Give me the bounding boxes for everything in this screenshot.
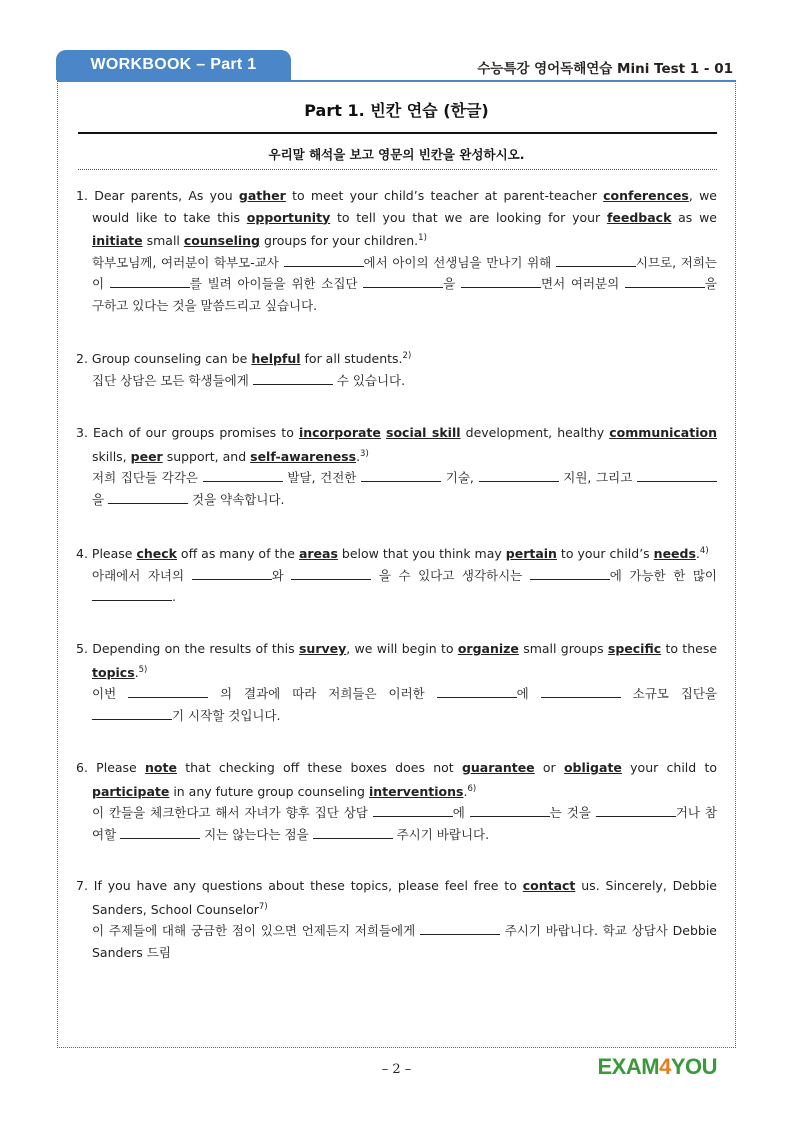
answer-blank[interactable] [92, 588, 172, 601]
answer-blank[interactable] [363, 275, 443, 288]
keyword: initiate [92, 233, 143, 249]
english-sentence: 3. Each of our groups promises to incorporate social skill development, healthy communication skills, peer support, and self-awareness.$^{3)}$ [76, 425, 717, 464]
english-sentence: 5. Depending on the results of this survey, we will begin to organize small groups specific to these topics.$^{5)}$ [76, 641, 718, 680]
answer-blank[interactable] [437, 685, 517, 698]
answer-blank[interactable] [128, 685, 208, 698]
english-sentence: 1. Dear parents, As you gather to meet your child’s teacher at parent-teacher conferences, we would like to take this opportunity to tell you that we are looking for your feedback as we initiate small counseling groups for your children.$^{1)}$ [76, 188, 717, 249]
korean-translation: 저희 집단들 각각은 발달, 건전한 기술, 지원, 그리고 을 것을 약속합니다. [76, 467, 717, 510]
exam4you-logo: EXAM4YOU [597, 1054, 717, 1079]
answer-blank[interactable] [470, 804, 550, 817]
answer-blank[interactable] [625, 275, 705, 288]
korean-translation: 이번 의 결과에 따라 저희들은 이러한 에 소규모 집단을 기 시작할 것입니다. [92, 686, 718, 723]
keyword: opportunity [246, 209, 331, 225]
keyword: counseling [183, 233, 261, 249]
footnote-ref: 3) [360, 448, 369, 459]
answer-blank[interactable] [110, 275, 190, 288]
instruction: 우리말 해석을 보고 영문의 빈칸을 완성하시오. [268, 147, 525, 162]
korean-translation: 아래에서 자녀의 와 을 수 있다고 생각하시는 에 가능한 한 많이 . [92, 567, 717, 605]
korean-translation: 이 주제들에 대해 궁금한 점이 있으면 언제든지 저희들에게 주시기 바랍니다. 학교 상담사 Debbie Sanders 드림 [92, 923, 717, 960]
keyword: communication [609, 425, 717, 440]
english-sentence: 7. If you have any questions about these topics, please feel free to contact us. Sincerely, Debbie Sanders, School Counselor$^{7)}$ [76, 878, 718, 917]
keyword: feedback [606, 209, 672, 225]
divider-dotted [78, 169, 717, 170]
divider [78, 132, 717, 134]
keyword: gather [238, 188, 286, 203]
question-5 [76, 638, 717, 726]
answer-blank[interactable] [291, 567, 371, 580]
keyword: guarantee [461, 760, 535, 775]
footnote-ref: 2) [402, 351, 412, 361]
answer-blank[interactable] [556, 254, 636, 267]
header-title: 수능특강 영어독해연습 Mini Test 1 - 01 [477, 61, 733, 77]
keyword: check [136, 546, 177, 562]
footnote-ref: 4) [699, 546, 709, 556]
question-7 [76, 875, 717, 963]
keyword: areas [298, 546, 338, 562]
answer-blank[interactable] [596, 804, 676, 817]
answer-blank[interactable] [420, 922, 500, 935]
answer-blank[interactable] [192, 567, 272, 580]
answer-blank[interactable] [637, 469, 717, 482]
keyword: participate [92, 783, 170, 799]
question-2 [76, 346, 717, 391]
keyword: interventions [368, 783, 464, 799]
korean-translation: 학부모님께, 여러분이 학부모-교사 에서 아이의 선생님을 만나기 위해 시므로, 저희는 이 를 빌려 아이들을 위한 소집단 을 면서 여러분의 을 구하고 있다는 것을 말씀드리고 싶습니다. [92, 254, 717, 313]
footnote-ref: 7) [258, 901, 268, 912]
answer-blank[interactable] [284, 254, 364, 267]
answer-blank[interactable] [373, 804, 453, 817]
part-title: Part 1. 빈칸 연습 (한글) [304, 101, 489, 120]
answer-blank[interactable] [120, 826, 200, 839]
english-sentence: 4. Please check off as many of the areas below that you think may pertain to your child’s needs.$^{4)}$ [76, 546, 709, 562]
answer-blank[interactable] [461, 275, 541, 288]
answer-blank[interactable] [253, 372, 333, 385]
answer-blank[interactable] [541, 685, 621, 698]
page-number: – 2 – [381, 1062, 412, 1077]
footnote-ref: 1) [418, 233, 427, 243]
keyword: note [145, 760, 177, 775]
answer-blank[interactable] [530, 567, 610, 580]
footnote-ref: 5) [138, 664, 148, 675]
keyword: conferences [603, 188, 689, 203]
english-sentence: 2. Group counseling can be helpful for all students.$^{2)}$ [76, 351, 412, 367]
keyword: contact [522, 878, 576, 893]
keyword: survey [298, 641, 347, 656]
korean-translation: 집단 상담은 모든 학생들에게 수 있습니다. [92, 372, 406, 388]
workbook-tab: WORKBOOK – Part 1 [56, 50, 291, 80]
keyword: obligate [563, 760, 622, 775]
keyword: needs [653, 546, 696, 562]
answer-blank[interactable] [92, 707, 172, 720]
answer-blank[interactable] [479, 469, 559, 482]
keyword: social skill [386, 425, 461, 440]
question-1 [76, 185, 717, 316]
keyword: topics [92, 664, 135, 680]
korean-translation: 이 칸들을 체크한다고 해서 자녀가 향후 집단 상담 에 는 것을 거나 참여할 지는 않는다는 점을 주시기 바랍니다. [92, 805, 717, 842]
answer-blank[interactable] [108, 491, 188, 504]
keyword: incorporate [298, 425, 381, 440]
question-6 [76, 757, 717, 845]
keyword: organize [457, 641, 519, 656]
answer-blank[interactable] [313, 826, 393, 839]
keyword: pertain [505, 546, 557, 562]
keyword: self-awareness [250, 448, 357, 464]
answer-blank[interactable] [361, 469, 441, 482]
question-3 [76, 422, 717, 510]
footnote-ref: 6) [467, 783, 477, 794]
english-sentence: 6. Please note that checking off these boxes does not guarantee or obligate your child to participate in any future group counseling interventions.$^{6)}$ [76, 760, 717, 799]
answer-blank[interactable] [203, 469, 283, 482]
keyword: helpful [251, 351, 301, 367]
question-4 [76, 541, 717, 608]
keyword: peer [130, 448, 163, 464]
keyword: specific [607, 641, 662, 656]
